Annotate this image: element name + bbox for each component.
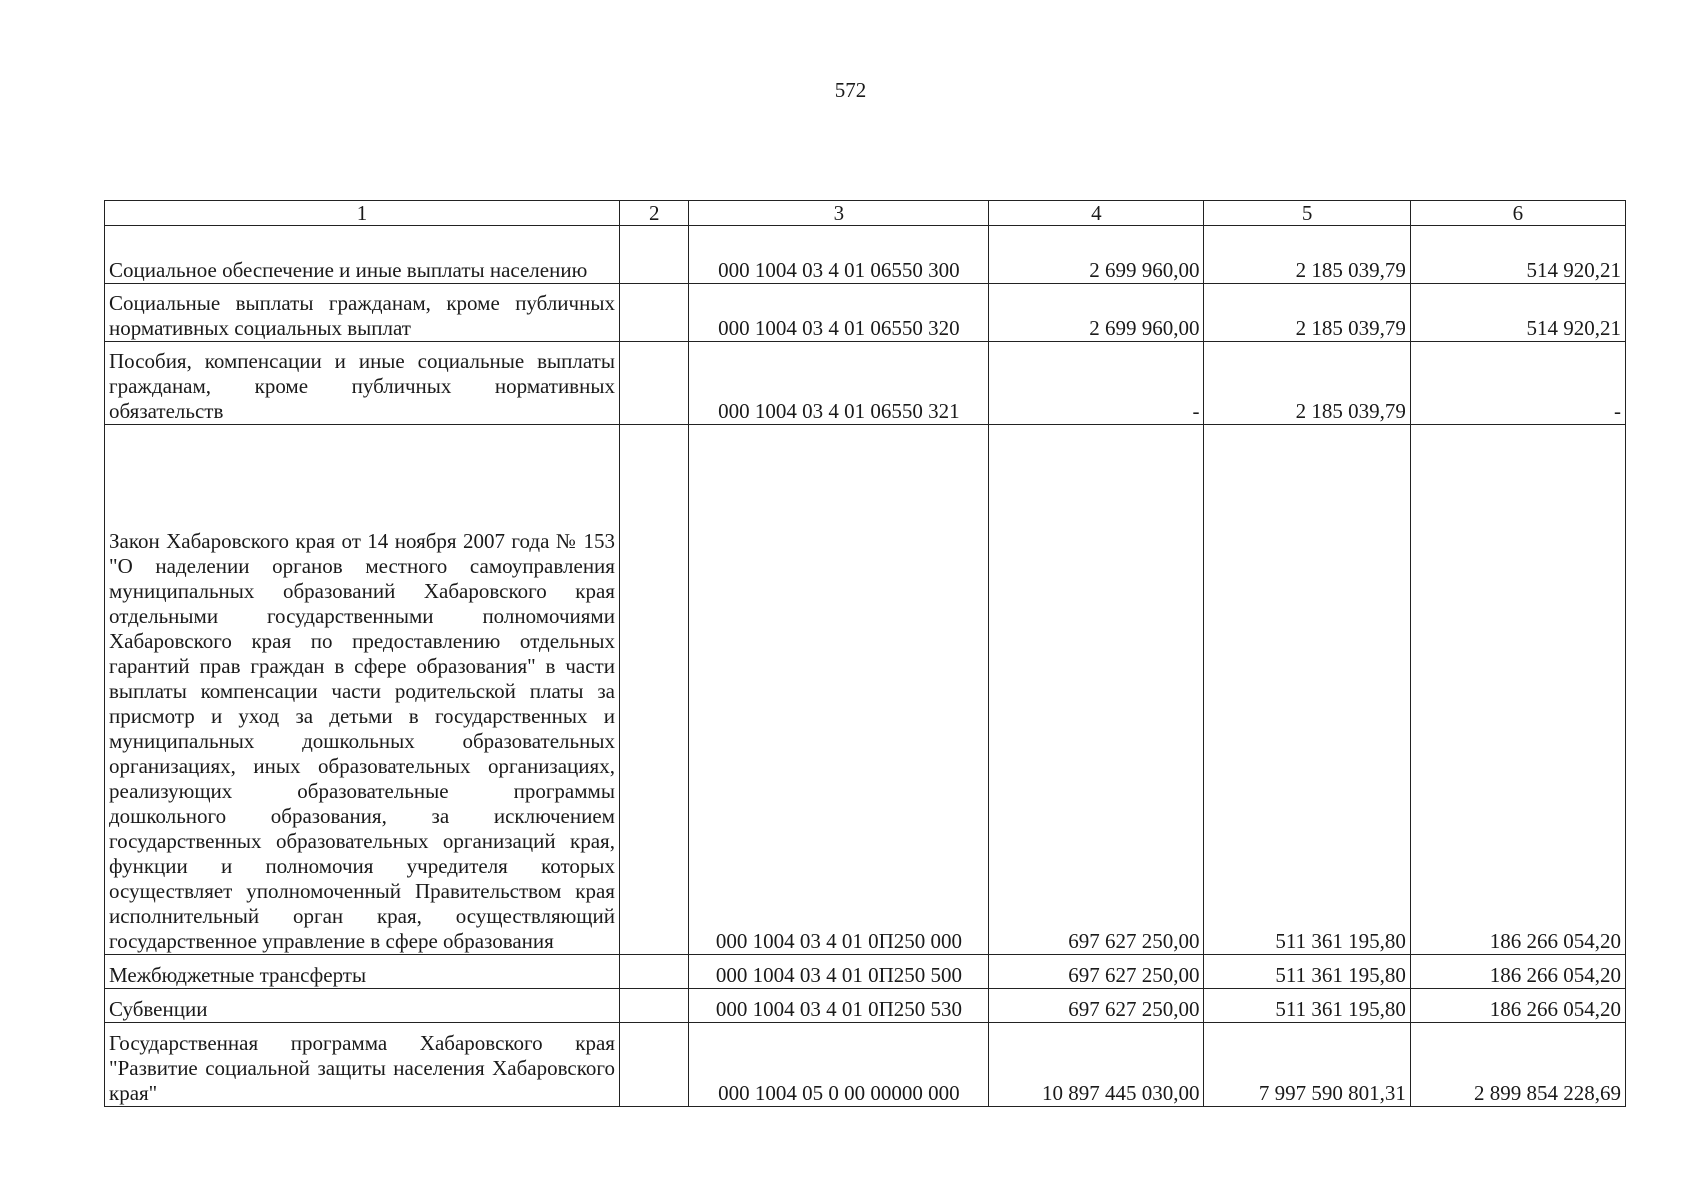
row-col2 [619, 342, 689, 425]
header-col-6: 6 [1410, 201, 1625, 226]
row-value-col6: 514 920,21 [1410, 284, 1625, 342]
header-col-4: 4 [989, 201, 1204, 226]
row-value-col5: 7 997 590 801,31 [1204, 1023, 1410, 1107]
row-col2 [619, 955, 689, 989]
row-description: Межбюджетные трансферты [105, 955, 620, 989]
row-value-col4: 2 699 960,00 [989, 226, 1204, 284]
row-value-col4: 697 627 250,00 [989, 955, 1204, 989]
table-row [105, 425, 1626, 955]
page-number: 572 [834, 78, 867, 102]
header-col-2: 2 [619, 201, 689, 226]
row-value-col6: 186 266 054,20 [1410, 989, 1625, 1023]
row-col2 [619, 989, 689, 1023]
table-header-row [105, 201, 1626, 226]
row-value-col4: - [989, 342, 1204, 425]
header-col-5: 5 [1204, 201, 1410, 226]
row-value-col5: 511 361 195,80 [1204, 425, 1410, 955]
row-budget-code: 000 1004 03 4 01 0П250 500 [689, 955, 989, 989]
table-row [105, 955, 1626, 989]
row-col2 [619, 226, 689, 284]
budget-table [104, 200, 1626, 1107]
row-budget-code: 000 1004 03 4 01 06550 321 [689, 342, 989, 425]
row-value-col5: 511 361 195,80 [1204, 989, 1410, 1023]
row-value-col5: 2 185 039,79 [1204, 342, 1410, 425]
row-value-col5: 511 361 195,80 [1204, 955, 1410, 989]
row-description: Субвенции [105, 989, 620, 1023]
row-description: Государственная программа Хабаровского края "Развитие социальной защиты населения Хабаровского края" [105, 1023, 620, 1107]
row-col2 [619, 1023, 689, 1107]
table-row [105, 226, 1626, 284]
table-row [105, 284, 1626, 342]
header-col-1: 1 [105, 201, 620, 226]
row-budget-code: 000 1004 03 4 01 0П250 000 [689, 425, 989, 955]
row-description: Закон Хабаровского края от 14 ноября 2007 года № 153 "О наделении органов местного самоуправления муниципальных образований Хабаровского края отдельными государственными полномочиями Хабаровского края по предоставлению отдельных гарантий прав граждан в сфере образования" в части выплаты компенсации части родительской платы за присмотр и уход за детьми в государственных и муниципальных дошкольных образовательных организациях, иных образовательных организациях, реализующих образовательные программы дошкольного образования, за исключением государственных образовательных организаций края, функции и полномочия учредителя которых осуществляет уполномоченный Правительством края исполнительный орган края, осуществляющий государственное управление в сфере образования [105, 425, 620, 955]
row-value-col5: 2 185 039,79 [1204, 284, 1410, 342]
row-value-col4: 697 627 250,00 [989, 425, 1204, 955]
row-value-col4: 2 699 960,00 [989, 284, 1204, 342]
row-col2 [619, 425, 689, 955]
header-col-3: 3 [689, 201, 989, 226]
table-row [105, 342, 1626, 425]
row-description: Социальное обеспечение и иные выплаты населению [105, 226, 620, 284]
row-budget-code: 000 1004 03 4 01 06550 320 [689, 284, 989, 342]
row-budget-code: 000 1004 03 4 01 0П250 530 [689, 989, 989, 1023]
row-value-col6: 2 899 854 228,69 [1410, 1023, 1625, 1107]
row-value-col4: 10 897 445 030,00 [989, 1023, 1204, 1107]
row-description: Пособия, компенсации и иные социальные выплаты гражданам, кроме публичных нормативных обязательств [105, 342, 620, 425]
table-row [105, 989, 1626, 1023]
row-budget-code: 000 1004 05 0 00 00000 000 [689, 1023, 989, 1107]
row-value-col5: 2 185 039,79 [1204, 226, 1410, 284]
row-col2 [619, 284, 689, 342]
row-value-col6: 514 920,21 [1410, 226, 1625, 284]
row-value-col6: 186 266 054,20 [1410, 425, 1625, 955]
row-description: Социальные выплаты гражданам, кроме публичных нормативных социальных выплат [105, 284, 620, 342]
row-value-col4: 697 627 250,00 [989, 989, 1204, 1023]
row-value-col6: - [1410, 342, 1625, 425]
row-value-col6: 186 266 054,20 [1410, 955, 1625, 989]
row-budget-code: 000 1004 03 4 01 06550 300 [689, 226, 989, 284]
table-row [105, 1023, 1626, 1107]
